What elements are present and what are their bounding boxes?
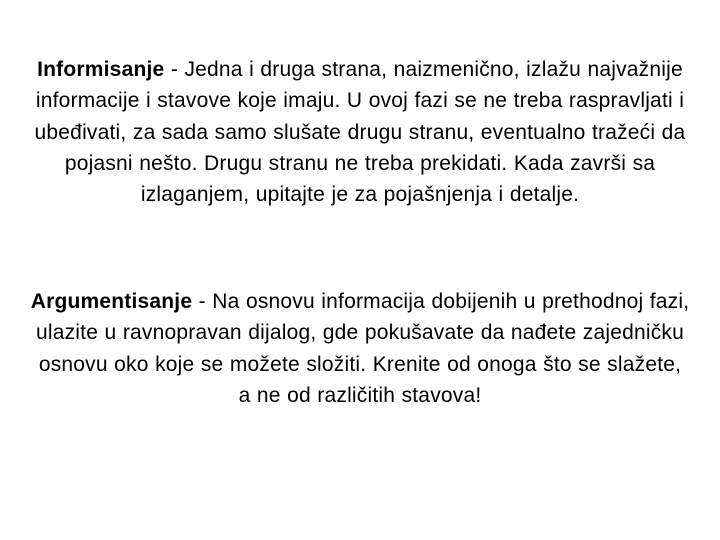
paragraph-argumentisanje-text: - Na osnovu informacija dobijenih u prethodnoj fazi, ulazite u ravnopravan dijalog, gde pokušavate da nađete zajedničku osnovu oko koje se možete složiti. Krenite od onoga što se slažete, a ne od različitih stavova! [35,290,690,407]
paragraph-argumentisanje [30,286,690,411]
paragraph-informisanje [30,54,690,210]
paragraph-informisanje-text: - Jedna i druga strana, naizmenično, izlažu najvažnije informacije i stavove koje imaju. U ovoj fazi se ne treba raspravljati i ubeđivati, za sada samo slušate drugu stranu, eventualno tražeći da pojasni nešto. Drugu stranu ne treba prekidati. Kada završi sa izlaganjem, upitajte je za pojašnjenja i detalje. [34,58,686,207]
term-argumentisanje: Argumentisanje [30,290,193,313]
term-informisanje: Informisanje [37,58,165,81]
